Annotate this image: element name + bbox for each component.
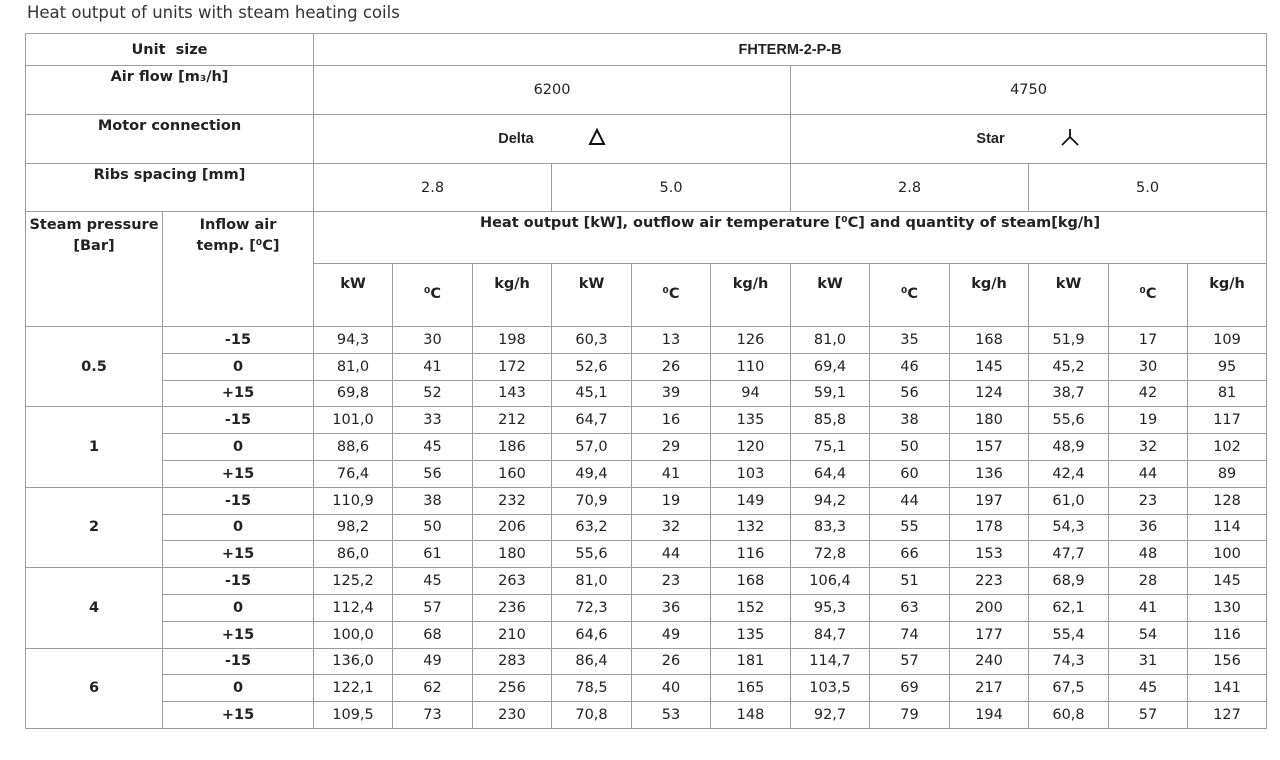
table-cell: 74: [870, 621, 950, 648]
table-cell: 98,2: [314, 514, 393, 541]
table-cell: 31: [1109, 648, 1188, 675]
table-cell: 67,5: [1029, 675, 1109, 702]
table-cell: 32: [1109, 434, 1188, 461]
table-cell: 48,9: [1029, 434, 1109, 461]
table-cell: 70,9: [552, 487, 632, 514]
table-cell: 44: [1109, 460, 1188, 487]
table-cell: 38: [870, 407, 950, 434]
unit-header: kW: [552, 264, 632, 327]
ribs-value: 5.0: [1029, 164, 1267, 212]
unit-header: kW: [314, 264, 393, 327]
motor-delta-cell: [314, 115, 791, 164]
table-cell: 51: [870, 568, 950, 595]
table-cell: 41: [1109, 594, 1188, 621]
table-cell: 180: [950, 407, 1029, 434]
inflow-temp-value: +15: [163, 541, 314, 568]
table-cell: 109,5: [314, 702, 393, 729]
table-cell: 41: [393, 353, 473, 380]
table-cell: 59,1: [791, 380, 870, 407]
table-cell: 125,2: [314, 568, 393, 595]
table-cell: 78,5: [552, 675, 632, 702]
table-row: [26, 380, 1267, 407]
table-cell: 13: [632, 327, 711, 354]
table-cell: 33: [393, 407, 473, 434]
table-cell: 35: [870, 327, 950, 354]
table-cell: 36: [1109, 514, 1188, 541]
table-cell: 143: [473, 380, 552, 407]
table-cell: 39: [632, 380, 711, 407]
table-cell: 120: [711, 434, 791, 461]
inflow-temp-value: +15: [163, 702, 314, 729]
table-cell: 172: [473, 353, 552, 380]
table-cell: 263: [473, 568, 552, 595]
table-cell: 198: [473, 327, 552, 354]
inflow-temp-value: -15: [163, 407, 314, 434]
unit-header: ⁰C: [632, 264, 711, 327]
unit-header: kg/h: [473, 264, 552, 327]
table-cell: 132: [711, 514, 791, 541]
table-cell: 44: [870, 487, 950, 514]
ribs-value: 2.8: [314, 164, 552, 212]
table-cell: 153: [950, 541, 1029, 568]
table-cell: 85,8: [791, 407, 870, 434]
table-row: [26, 327, 1267, 354]
table-cell: 26: [632, 648, 711, 675]
table-cell: 63: [870, 594, 950, 621]
table-cell: 53: [632, 702, 711, 729]
table-cell: 56: [870, 380, 950, 407]
table-cell: 84,7: [791, 621, 870, 648]
steam-pressure-value: 6: [26, 648, 163, 728]
unit-header: ⁰C: [870, 264, 950, 327]
table-cell: 114,7: [791, 648, 870, 675]
table-cell: 55,6: [1029, 407, 1109, 434]
table-cell: 160: [473, 460, 552, 487]
table-cell: 152: [711, 594, 791, 621]
steam-pressure-label: Steam pressure [Bar]: [26, 212, 163, 327]
table-cell: 81,0: [552, 568, 632, 595]
delta-icon: [588, 128, 606, 150]
table-cell: 156: [1188, 648, 1267, 675]
table-cell: 194: [950, 702, 1029, 729]
table-cell: 223: [950, 568, 1029, 595]
table-cell: 124: [950, 380, 1029, 407]
table-cell: 168: [950, 327, 1029, 354]
table-cell: 232: [473, 487, 552, 514]
table-cell: 23: [1109, 487, 1188, 514]
table-cell: 48: [1109, 541, 1188, 568]
steam-pressure-value: 1: [26, 407, 163, 487]
table-cell: 102: [1188, 434, 1267, 461]
table-cell: 110,9: [314, 487, 393, 514]
column-header-row: [26, 212, 1267, 264]
table-cell: 101,0: [314, 407, 393, 434]
table-cell: 148: [711, 702, 791, 729]
table-row: [26, 675, 1267, 702]
table-cell: 56: [393, 460, 473, 487]
table-row: [26, 594, 1267, 621]
table-cell: 103,5: [791, 675, 870, 702]
table-cell: 86,0: [314, 541, 393, 568]
table-cell: 240: [950, 648, 1029, 675]
motor-connection-row: [26, 115, 1267, 164]
heat-output-table: [25, 33, 1267, 729]
table-row: [26, 487, 1267, 514]
table-cell: 122,1: [314, 675, 393, 702]
table-cell: 112,4: [314, 594, 393, 621]
table-cell: 81: [1188, 380, 1267, 407]
table-cell: 54,3: [1029, 514, 1109, 541]
table-cell: 55,6: [552, 541, 632, 568]
table-cell: 236: [473, 594, 552, 621]
table-cell: 60,8: [1029, 702, 1109, 729]
table-row: [26, 568, 1267, 595]
table-cell: 45,2: [1029, 353, 1109, 380]
inflow-temp-value: +15: [163, 380, 314, 407]
unit-size-label: Unit size: [26, 34, 314, 66]
table-cell: 127: [1188, 702, 1267, 729]
air-flow-value: 4750: [791, 66, 1267, 115]
inflow-temp-value: 0: [163, 434, 314, 461]
table-cell: 74,3: [1029, 648, 1109, 675]
table-cell: 60,3: [552, 327, 632, 354]
unit-size-row: [26, 34, 1267, 66]
table-cell: 206: [473, 514, 552, 541]
table-cell: 109: [1188, 327, 1267, 354]
table-cell: 116: [1188, 621, 1267, 648]
inflow-temp-value: 0: [163, 594, 314, 621]
table-row: [26, 514, 1267, 541]
table-cell: 210: [473, 621, 552, 648]
table-cell: 177: [950, 621, 1029, 648]
table-cell: 149: [711, 487, 791, 514]
motor-delta-label: Delta: [498, 130, 534, 147]
table-cell: 69,4: [791, 353, 870, 380]
table-cell: 69,8: [314, 380, 393, 407]
table-row: [26, 702, 1267, 729]
air-flow-value: 6200: [314, 66, 791, 115]
table-cell: 130: [1188, 594, 1267, 621]
table-cell: 57: [1109, 702, 1188, 729]
table-cell: 81,0: [314, 353, 393, 380]
table-cell: 89: [1188, 460, 1267, 487]
table-cell: 100: [1188, 541, 1267, 568]
table-cell: 64,6: [552, 621, 632, 648]
unit-header: kW: [1029, 264, 1109, 327]
table-cell: 135: [711, 407, 791, 434]
table-cell: 68: [393, 621, 473, 648]
air-flow-label: Air flow [m₃/h]: [26, 66, 314, 115]
table-cell: 94,3: [314, 327, 393, 354]
table-cell: 157: [950, 434, 1029, 461]
table-cell: 145: [950, 353, 1029, 380]
table-cell: 38: [393, 487, 473, 514]
table-cell: 79: [870, 702, 950, 729]
table-cell: 165: [711, 675, 791, 702]
table-cell: 57: [393, 594, 473, 621]
table-cell: 186: [473, 434, 552, 461]
table-cell: 217: [950, 675, 1029, 702]
table-cell: 29: [632, 434, 711, 461]
steam-pressure-value: 4: [26, 568, 163, 648]
ribs-spacing-row: [26, 164, 1267, 212]
table-row: [26, 621, 1267, 648]
table-cell: 103: [711, 460, 791, 487]
table-cell: 45: [393, 434, 473, 461]
table-cell: 95: [1188, 353, 1267, 380]
table-cell: 45: [393, 568, 473, 595]
inflow-temp-value: +15: [163, 460, 314, 487]
table-cell: 19: [632, 487, 711, 514]
inflow-temp-value: -15: [163, 648, 314, 675]
table-cell: 23: [632, 568, 711, 595]
unit-header: kg/h: [711, 264, 791, 327]
table-cell: 200: [950, 594, 1029, 621]
heat-output-header: Heat output [kW], outflow air temperature [⁰C] and quantity of steam[kg/h]: [314, 212, 1267, 264]
table-cell: 50: [870, 434, 950, 461]
table-cell: 42: [1109, 380, 1188, 407]
table-cell: 92,7: [791, 702, 870, 729]
table-cell: 30: [393, 327, 473, 354]
unit-header: kg/h: [950, 264, 1029, 327]
table-cell: 180: [473, 541, 552, 568]
inflow-temp-value: 0: [163, 514, 314, 541]
table-cell: 83,3: [791, 514, 870, 541]
table-cell: 28: [1109, 568, 1188, 595]
table-cell: 54: [1109, 621, 1188, 648]
table-cell: 178: [950, 514, 1029, 541]
table-cell: 16: [632, 407, 711, 434]
table-cell: 55,4: [1029, 621, 1109, 648]
table-cell: 62: [393, 675, 473, 702]
table-cell: 86,4: [552, 648, 632, 675]
table-cell: 117: [1188, 407, 1267, 434]
table-cell: 94,2: [791, 487, 870, 514]
table-cell: 114: [1188, 514, 1267, 541]
table-row: [26, 434, 1267, 461]
ribs-spacing-label: Ribs spacing [mm]: [26, 164, 314, 212]
table-cell: 49: [393, 648, 473, 675]
table-cell: 106,4: [791, 568, 870, 595]
table-cell: 88,6: [314, 434, 393, 461]
table-cell: 70,8: [552, 702, 632, 729]
table-cell: 47,7: [1029, 541, 1109, 568]
motor-star-label: Star: [976, 130, 1005, 147]
table-cell: 95,3: [791, 594, 870, 621]
table-cell: 68,9: [1029, 568, 1109, 595]
table-cell: 136: [950, 460, 1029, 487]
table-cell: 52: [393, 380, 473, 407]
table-cell: 230: [473, 702, 552, 729]
table-cell: 36: [632, 594, 711, 621]
table-cell: 197: [950, 487, 1029, 514]
table-cell: 57: [870, 648, 950, 675]
table-cell: 64,4: [791, 460, 870, 487]
table-row: [26, 407, 1267, 434]
model-name: FHTERM-2-P-B: [314, 34, 1267, 66]
table-cell: 61,0: [1029, 487, 1109, 514]
table-cell: 49,4: [552, 460, 632, 487]
ribs-value: 2.8: [791, 164, 1029, 212]
table-cell: 17: [1109, 327, 1188, 354]
inflow-temp-value: -15: [163, 568, 314, 595]
table-cell: 60: [870, 460, 950, 487]
inflow-temp-value: +15: [163, 621, 314, 648]
inflow-temp-value: 0: [163, 675, 314, 702]
unit-header: kg/h: [1188, 264, 1267, 327]
table-cell: 44: [632, 541, 711, 568]
table-cell: 76,4: [314, 460, 393, 487]
air-flow-row: [26, 66, 1267, 115]
table-cell: 94: [711, 380, 791, 407]
table-cell: 50: [393, 514, 473, 541]
table-cell: 46: [870, 353, 950, 380]
table-row: [26, 460, 1267, 487]
inflow-temp-value: -15: [163, 327, 314, 354]
table-cell: 52,6: [552, 353, 632, 380]
table-cell: 30: [1109, 353, 1188, 380]
table-cell: 61: [393, 541, 473, 568]
table-cell: 256: [473, 675, 552, 702]
motor-connection-label: Motor connection: [26, 115, 314, 164]
table-cell: 135: [711, 621, 791, 648]
table-cell: 141: [1188, 675, 1267, 702]
table-cell: 168: [711, 568, 791, 595]
inflow-air-temp-label: Inflow air temp. [⁰C]: [163, 212, 314, 327]
table-cell: 45: [1109, 675, 1188, 702]
table-cell: 145: [1188, 568, 1267, 595]
table-cell: 26: [632, 353, 711, 380]
table-cell: 100,0: [314, 621, 393, 648]
table-cell: 75,1: [791, 434, 870, 461]
table-cell: 64,7: [552, 407, 632, 434]
table-cell: 42,4: [1029, 460, 1109, 487]
table-cell: 72,3: [552, 594, 632, 621]
table-cell: 110: [711, 353, 791, 380]
table-cell: 72,8: [791, 541, 870, 568]
steam-pressure-value: 2: [26, 487, 163, 567]
ribs-value: 5.0: [552, 164, 791, 212]
table-cell: 49: [632, 621, 711, 648]
table-cell: 41: [632, 460, 711, 487]
table-cell: 51,9: [1029, 327, 1109, 354]
table-cell: 212: [473, 407, 552, 434]
document-title: Heat output of units with steam heating coils: [27, 3, 400, 22]
table-cell: 73: [393, 702, 473, 729]
table-cell: 66: [870, 541, 950, 568]
table-row: [26, 541, 1267, 568]
star-icon: [1059, 127, 1081, 151]
inflow-temp-value: -15: [163, 487, 314, 514]
unit-header: ⁰C: [1109, 264, 1188, 327]
table-cell: 62,1: [1029, 594, 1109, 621]
unit-header: kW: [791, 264, 870, 327]
table-cell: 128: [1188, 487, 1267, 514]
unit-header: ⁰C: [393, 264, 473, 327]
inflow-temp-value: 0: [163, 353, 314, 380]
table-cell: 38,7: [1029, 380, 1109, 407]
table-cell: 69: [870, 675, 950, 702]
table-cell: 116: [711, 541, 791, 568]
table-cell: 136,0: [314, 648, 393, 675]
table-row: [26, 353, 1267, 380]
table-cell: 63,2: [552, 514, 632, 541]
table-cell: 19: [1109, 407, 1188, 434]
table-cell: 45,1: [552, 380, 632, 407]
table-cell: 283: [473, 648, 552, 675]
table-cell: 181: [711, 648, 791, 675]
table-cell: 126: [711, 327, 791, 354]
table-cell: 57,0: [552, 434, 632, 461]
steam-pressure-value: 0.5: [26, 327, 163, 407]
table-cell: 32: [632, 514, 711, 541]
motor-star-cell: [791, 115, 1267, 164]
table-cell: 55: [870, 514, 950, 541]
table-cell: 81,0: [791, 327, 870, 354]
table-cell: 40: [632, 675, 711, 702]
table-row: [26, 648, 1267, 675]
